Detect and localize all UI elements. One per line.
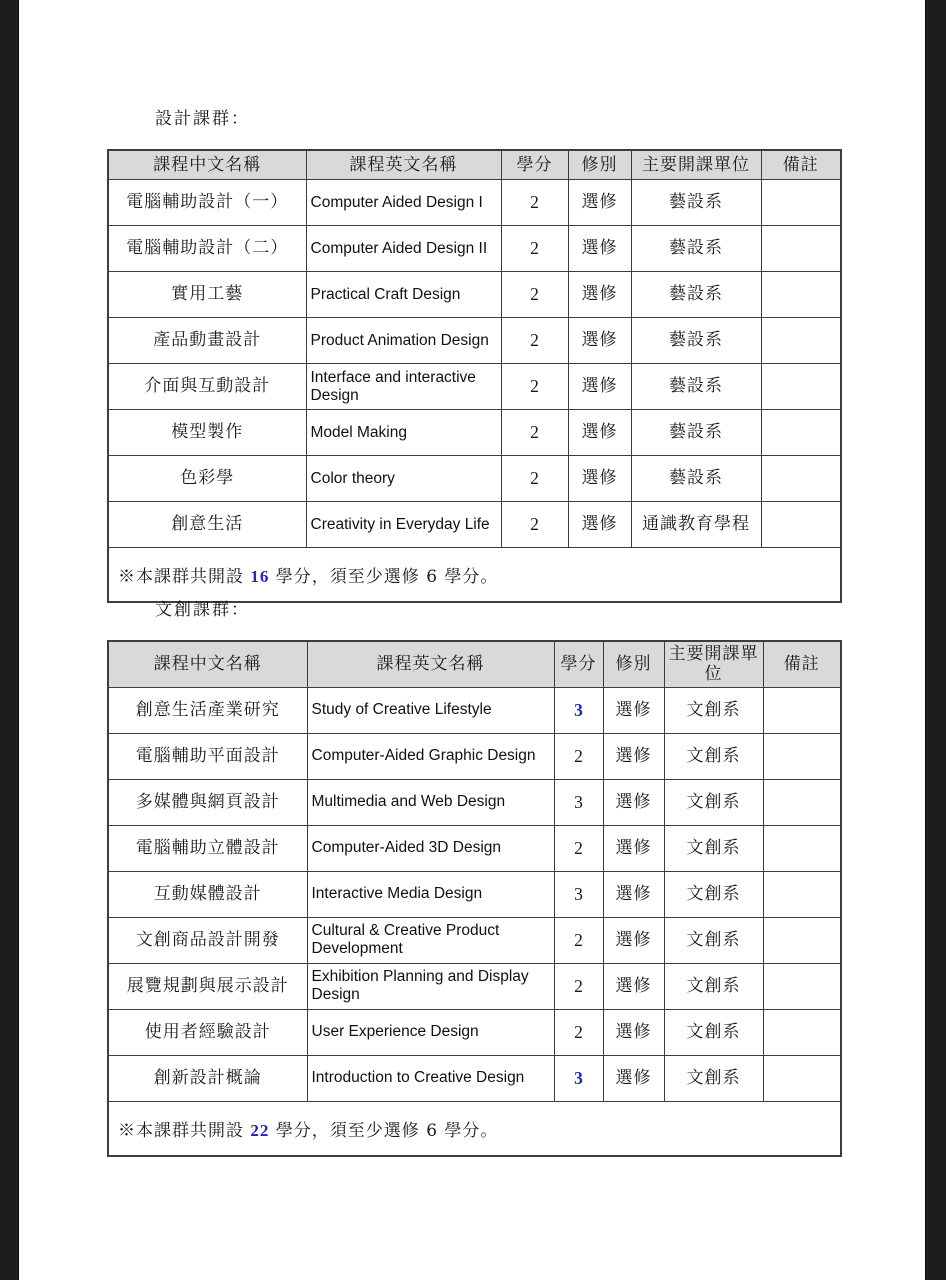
course-zh-name: 電腦輔助設計（一）: [108, 180, 306, 226]
course-zh-name: 展覽規劃與展示設計: [108, 963, 307, 1009]
course-zh-name: 實用工藝: [108, 272, 306, 318]
course-en-name: Exhibition Planning and Display Design: [307, 963, 554, 1009]
course-credits: 3: [554, 779, 603, 825]
course-zh-name: 文創商品設計開發: [108, 917, 307, 963]
course-credits: 2: [501, 502, 568, 548]
course-en-name: Computer Aided Design I: [306, 180, 501, 226]
course-note: [761, 456, 841, 502]
course-zh-name: 色彩學: [108, 456, 306, 502]
course-note: [761, 318, 841, 364]
course-credits: 2: [501, 226, 568, 272]
col-header-type: 修別: [568, 150, 631, 180]
table-row: [108, 917, 841, 963]
course-type: 選修: [603, 1009, 664, 1055]
table-footer-row: [108, 1101, 841, 1156]
course-note: [761, 410, 841, 456]
course-zh-name: 創意生活產業研究: [108, 687, 307, 733]
course-note: [763, 917, 841, 963]
course-zh-name: 介面與互動設計: [108, 364, 306, 410]
footer-text-prefix: ※本課群共開設: [118, 1120, 251, 1141]
col-header-zh-name: 課程中文名稱: [108, 641, 307, 687]
col-header-en-name: 課程英文名稱: [307, 641, 554, 687]
course-credits: 3: [554, 1055, 603, 1101]
course-en-name: Model Making: [306, 410, 501, 456]
course-type: 選修: [603, 733, 664, 779]
col-header-credits: 學分: [554, 641, 603, 687]
col-header-note: 備註: [761, 150, 841, 180]
right-letterbox-bar: [925, 0, 946, 1280]
left-letterbox-bar: [0, 0, 19, 1280]
course-en-name: Computer-Aided Graphic Design: [307, 733, 554, 779]
course-zh-name: 創新設計概論: [108, 1055, 307, 1101]
table-row: [108, 779, 841, 825]
course-credits: 3: [554, 687, 603, 733]
col-header-dept: 主要開課單位: [631, 150, 761, 180]
course-note: [761, 226, 841, 272]
course-en-name: User Experience Design: [307, 1009, 554, 1055]
course-credits: 2: [501, 456, 568, 502]
course-dept: 文創系: [664, 733, 763, 779]
course-en-name: Product Animation Design: [306, 318, 501, 364]
course-type: 選修: [603, 917, 664, 963]
course-type: 選修: [568, 456, 631, 502]
table-row: [108, 272, 841, 318]
table-row: [108, 318, 841, 364]
course-zh-name: 使用者經驗設計: [108, 1009, 307, 1055]
course-type: 選修: [603, 871, 664, 917]
course-zh-name: 電腦輔助設計（二）: [108, 226, 306, 272]
table-row: [108, 733, 841, 779]
course-en-name: Cultural & Creative Product Development: [307, 917, 554, 963]
course-en-name: Study of Creative Lifestyle: [307, 687, 554, 733]
table-row: [108, 963, 841, 1009]
course-credits: 2: [501, 364, 568, 410]
course-type: 選修: [568, 180, 631, 226]
col-header-note: 備註: [763, 641, 841, 687]
table-header-row: [108, 150, 841, 180]
course-en-name: Practical Craft Design: [306, 272, 501, 318]
course-note: [761, 180, 841, 226]
course-note: [763, 687, 841, 733]
table-row: [108, 364, 841, 410]
course-zh-name: 模型製作: [108, 410, 306, 456]
course-type: 選修: [568, 318, 631, 364]
course-type: 選修: [568, 272, 631, 318]
course-en-name: Interactive Media Design: [307, 871, 554, 917]
course-dept: 藝設系: [631, 180, 761, 226]
course-note: [763, 1009, 841, 1055]
course-en-name: Creativity in Everyday Life: [306, 502, 501, 548]
course-note: [763, 733, 841, 779]
course-type: 選修: [603, 779, 664, 825]
course-note: [761, 364, 841, 410]
course-note: [761, 502, 841, 548]
table-footer-row: [108, 548, 841, 603]
course-dept: 藝設系: [631, 410, 761, 456]
course-note: [763, 825, 841, 871]
course-credits: 2: [501, 180, 568, 226]
course-dept: 藝設系: [631, 226, 761, 272]
footer-total-credits: 16: [250, 567, 270, 586]
course-dept: 文創系: [664, 1055, 763, 1101]
course-zh-name: 創意生活: [108, 502, 306, 548]
col-header-en-name: 課程英文名稱: [306, 150, 501, 180]
course-type: 選修: [603, 1055, 664, 1101]
table-row: [108, 687, 841, 733]
table-row: [108, 1055, 841, 1101]
table-row: [108, 180, 841, 226]
course-en-name: Computer Aided Design II: [306, 226, 501, 272]
course-note: [763, 871, 841, 917]
course-note: [761, 272, 841, 318]
table-row: [108, 410, 841, 456]
course-credits: 2: [554, 1009, 603, 1055]
course-type: 選修: [603, 963, 664, 1009]
table-footer-note: [108, 1101, 841, 1156]
course-credits: 2: [554, 733, 603, 779]
cultural-course-table: [107, 640, 842, 1157]
course-dept: 文創系: [664, 917, 763, 963]
footer-total-credits: 22: [250, 1120, 270, 1140]
course-credits: 2: [501, 410, 568, 456]
col-header-type: 修別: [603, 641, 664, 687]
course-credits: 2: [501, 272, 568, 318]
table-header-row: [108, 641, 841, 687]
course-credits: 3: [554, 871, 603, 917]
course-credits: 2: [554, 825, 603, 871]
course-credits: 2: [501, 318, 568, 364]
table-row: [108, 226, 841, 272]
course-zh-name: 多媒體與網頁設計: [108, 779, 307, 825]
col-header-zh-name: 課程中文名稱: [108, 150, 306, 180]
course-dept: 藝設系: [631, 272, 761, 318]
course-dept: 通識教育學程: [631, 502, 761, 548]
course-dept: 藝設系: [631, 318, 761, 364]
course-dept: 文創系: [664, 825, 763, 871]
course-dept: 文創系: [664, 687, 763, 733]
course-credits: 2: [554, 963, 603, 1009]
table-row: [108, 825, 841, 871]
course-type: 選修: [603, 825, 664, 871]
col-header-dept: 主要開課單位: [664, 641, 763, 687]
footer-text-prefix: ※本課群共開設: [118, 567, 251, 587]
course-dept: 文創系: [664, 871, 763, 917]
course-en-name: Introduction to Creative Design: [307, 1055, 554, 1101]
course-zh-name: 電腦輔助平面設計: [108, 733, 307, 779]
col-header-credits: 學分: [501, 150, 568, 180]
course-credits: 2: [554, 917, 603, 963]
course-dept: 藝設系: [631, 456, 761, 502]
course-zh-name: 互動媒體設計: [108, 871, 307, 917]
course-en-name: Multimedia and Web Design: [307, 779, 554, 825]
course-dept: 文創系: [664, 963, 763, 1009]
course-type: 選修: [568, 226, 631, 272]
course-dept: 文創系: [664, 1009, 763, 1055]
course-type: 選修: [568, 502, 631, 548]
course-type: 選修: [568, 410, 631, 456]
course-note: [763, 1055, 841, 1101]
course-dept: 藝設系: [631, 364, 761, 410]
course-zh-name: 電腦輔助立體設計: [108, 825, 307, 871]
course-zh-name: 產品動畫設計: [108, 318, 306, 364]
design-section-label: 設計課群：: [155, 109, 250, 129]
table-row: [108, 456, 841, 502]
footer-text-suffix: 學分，須至少選修 6 學分。: [269, 567, 499, 587]
course-en-name: Interface and interactive Design: [306, 364, 501, 410]
table-footer-note: [108, 548, 841, 603]
table-row: [108, 871, 841, 917]
table-row: [108, 502, 841, 548]
course-note: [763, 779, 841, 825]
cultural-section-label: 文創課群：: [155, 600, 250, 620]
footer-text-suffix: 學分，須至少選修 6 學分。: [269, 1120, 499, 1141]
course-dept: 文創系: [664, 779, 763, 825]
course-note: [763, 963, 841, 1009]
course-type: 選修: [603, 687, 664, 733]
table-row: [108, 1009, 841, 1055]
design-course-table: [107, 149, 842, 603]
course-en-name: Computer-Aided 3D Design: [307, 825, 554, 871]
course-type: 選修: [568, 364, 631, 410]
course-en-name: Color theory: [306, 456, 501, 502]
